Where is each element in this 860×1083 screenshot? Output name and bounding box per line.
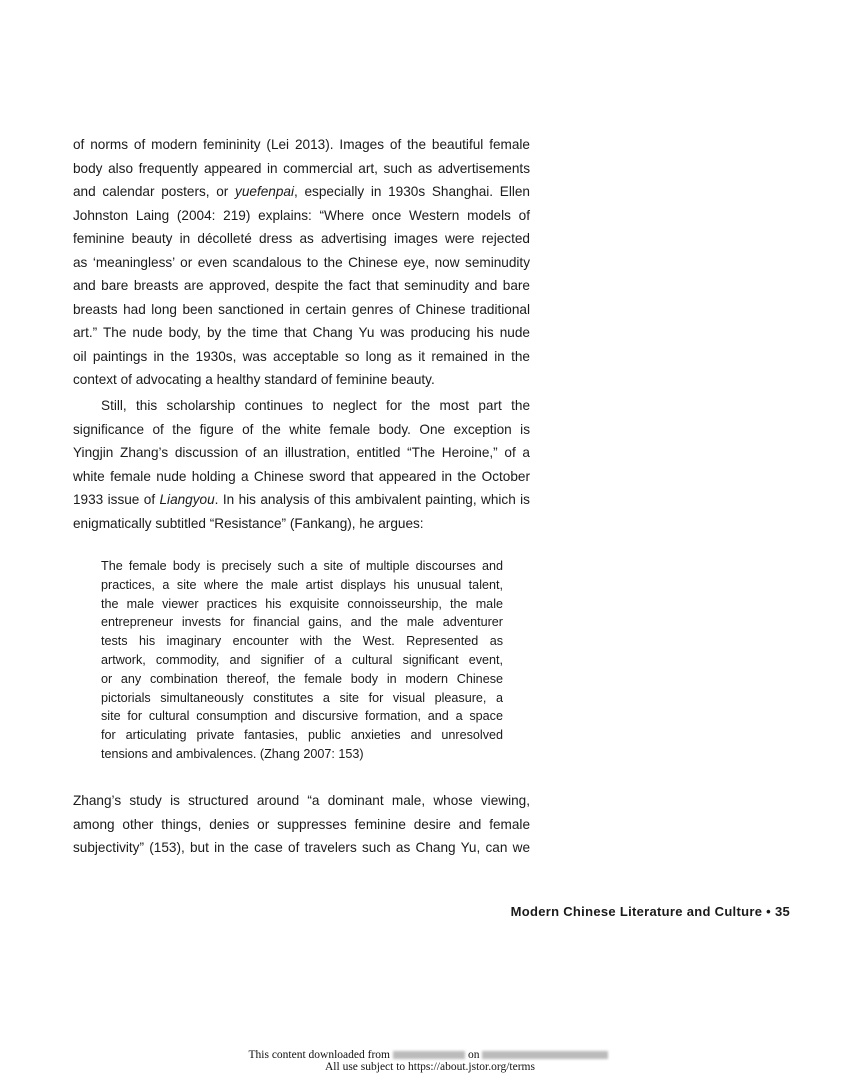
text-run: oil paintings in the 1930s, was acceptable so long as it remained in the xyxy=(73,348,530,364)
text-run: 1933 issue of xyxy=(73,492,160,507)
italic-term: yuefenpai xyxy=(235,184,294,199)
text-run: entrepreneur invests for financial gains, and the male adventurer xyxy=(101,615,503,630)
text-line xyxy=(73,512,530,536)
text-line xyxy=(101,595,503,614)
text-run: , especially in 1930s Shanghai. Ellen xyxy=(294,184,530,199)
text-line xyxy=(73,488,530,512)
text-run: art.” The nude body, by the time that Chang Yu was producing his nude xyxy=(73,325,530,340)
text-run: and bare breasts are approved, despite the fact that seminudity and bare xyxy=(73,278,530,293)
text-line xyxy=(101,576,503,595)
text-line xyxy=(101,557,503,576)
text-line xyxy=(73,157,530,181)
text-line xyxy=(73,298,530,322)
text-line xyxy=(73,368,530,392)
text-run: The female body is precisely such a site of multiple discourses and xyxy=(101,559,503,573)
text-line xyxy=(73,418,530,442)
text-line xyxy=(73,204,530,228)
text-line xyxy=(73,227,530,251)
text-line xyxy=(73,133,530,157)
text-run: body also frequently appeared in commercial art, such as advertisements xyxy=(73,160,530,176)
page-number: 35 xyxy=(774,904,790,919)
text-run: Zhang’s study is structured around “a dominant male, whose viewing, xyxy=(73,793,530,808)
text-line xyxy=(73,251,530,275)
text-run: the male viewer practices his exquisite connoisseurship, the male xyxy=(101,596,503,611)
download-text: This content downloaded from xyxy=(248,1049,390,1061)
redacted-ip xyxy=(393,1051,465,1059)
text-run: enigmatically subtitled “Resistance” (Fankang), he argues: xyxy=(73,515,424,531)
text-run: for articulating private fantasies, public anxieties and unresolved xyxy=(101,728,503,743)
text-line xyxy=(73,274,530,298)
text-line xyxy=(101,726,503,745)
text-line xyxy=(101,689,503,708)
text-run: context of advocating a healthy standard of feminine beauty. xyxy=(73,372,435,387)
text-line xyxy=(101,632,503,651)
body-paragraph xyxy=(73,133,530,392)
text-line xyxy=(73,465,530,489)
text-run: practices, a site where the male artist displays his unusual talent, xyxy=(101,577,503,592)
text-run: artwork, commodity, and signifier of a cultural significant event, xyxy=(101,652,503,667)
text-run: tensions and ambivalences. (Zhang 2007: 153) xyxy=(101,746,364,761)
jstor-download-notice xyxy=(0,1049,860,1073)
body-paragraph xyxy=(73,394,530,535)
text-line xyxy=(73,321,530,345)
text-run: as ‘meaningless’ or even scandalous to the Chinese eye, now seminudity xyxy=(73,254,530,270)
text-run: breasts had long been sanctioned in certain genres of Chinese traditional xyxy=(73,301,530,317)
text-line xyxy=(101,670,503,689)
text-run: subjectivity” (153), but in the case of travelers such as Chang Yu, can we xyxy=(73,840,530,855)
italic-term: Liangyou xyxy=(159,492,215,507)
block-quote xyxy=(101,557,503,764)
text-run: and calendar posters, or xyxy=(73,184,236,199)
redacted-date xyxy=(482,1051,608,1059)
text-line xyxy=(101,651,503,670)
text-line xyxy=(73,345,530,369)
text-line xyxy=(101,745,503,764)
text-line xyxy=(73,836,530,860)
text-line xyxy=(73,180,530,204)
text-run: tests his imaginary encounter with the West. Represented as xyxy=(101,634,503,649)
text-run: pictorials simultaneously constitutes a site for visual pleasure, a xyxy=(101,690,503,705)
text-line xyxy=(101,613,503,632)
body-paragraph xyxy=(73,789,530,860)
text-run: . In his analysis of this ambivalent painting, which is xyxy=(214,492,530,507)
text-run: Yingjin Zhang’s discussion of an illustration, entitled “The Heroine,” of a xyxy=(73,445,530,460)
text-line xyxy=(73,441,530,465)
text-run: among other things, denies or suppresses feminine desire and female xyxy=(73,816,530,832)
download-on-text: on xyxy=(467,1049,480,1061)
separator-bullet: • xyxy=(766,904,772,919)
terms-line: All use subject to https://about.jstor.org/terms xyxy=(325,1061,535,1073)
text-run: Johnston Laing (2004: 219) explains: “Where once Western models of xyxy=(73,207,530,223)
running-footer xyxy=(511,904,790,919)
text-line xyxy=(73,394,530,418)
journal-title: Modern Chinese Literature and Culture xyxy=(510,904,763,919)
text-run: of norms of modern femininity (Lei 2013). Images of the beautiful female xyxy=(73,137,530,152)
text-line xyxy=(73,813,530,837)
text-run: Still, this scholarship continues to neglect for the most part the xyxy=(101,398,530,413)
text-line xyxy=(101,707,503,726)
text-run: feminine beauty in décolleté dress as advertising images were rejected xyxy=(73,231,530,246)
text-run: white female nude holding a Chinese sword that appeared in the October xyxy=(73,468,530,484)
text-run: site for cultural consumption and discursive formation, and a space xyxy=(101,709,503,724)
download-line xyxy=(0,1049,860,1061)
text-line xyxy=(73,789,530,813)
text-run: significance of the figure of the white female body. One exception is xyxy=(73,421,530,437)
text-run: or any combination thereof, the female body in modern Chinese xyxy=(101,671,503,686)
